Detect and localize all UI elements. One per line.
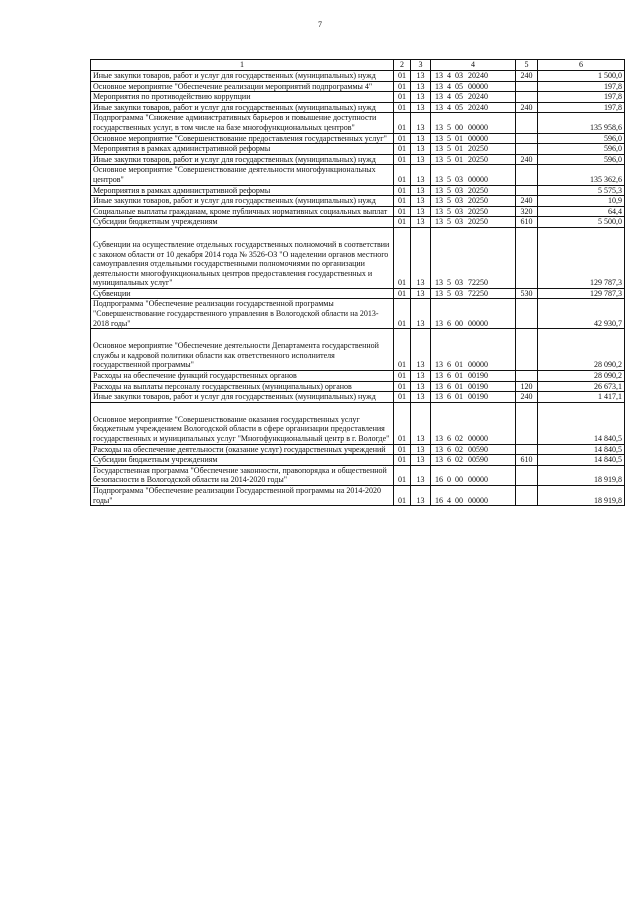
row-amount: 14 840,5 [538,444,625,455]
row-amount: 26 673,1 [538,381,625,392]
row-amount: 596,0 [538,154,625,165]
row-amount: 42 930,7 [538,299,625,329]
target-code-part: 13 [435,133,443,143]
target-code-part: 13 [435,360,443,370]
row-section: 01 [394,299,411,329]
row-amount: 10,9 [538,196,625,207]
row-target-code [431,392,516,403]
row-name: Субсидии бюджетным учреждениям [91,217,394,228]
row-amount: 135 958,6 [538,113,625,133]
table-row [91,227,625,288]
target-code-part: 05 [455,81,463,91]
table-row [91,381,625,392]
target-code-part: 5 [447,144,451,154]
target-code-part: 13 [435,102,443,112]
target-code-part: 03 [455,278,463,288]
row-amount: 14 840,5 [538,455,625,466]
row-subsection: 13 [411,206,431,217]
target-code-part: 00 [455,495,463,505]
table-row [91,299,625,329]
table-row [91,455,625,466]
row-amount: 197,8 [538,102,625,113]
table-row [91,329,625,371]
target-code-part: 03 [455,71,463,80]
row-target-code [431,133,516,144]
target-code-part: 5 [447,288,451,298]
target-code-part: 13 [435,392,443,402]
page-number: 7 [318,20,322,29]
target-code-part: 13 [435,122,443,132]
row-target-code [431,465,516,485]
row-section: 01 [394,113,411,133]
target-code-part: 03 [455,196,463,206]
row-section: 01 [394,144,411,155]
row-name: Социальные выплаты гражданам, кроме публичных нормативных социальных выплат [91,206,394,217]
table-row [91,196,625,207]
row-subsection: 13 [411,71,431,82]
row-section: 01 [394,381,411,392]
row-section: 01 [394,455,411,466]
row-target-code [431,217,516,228]
table-row [91,217,625,228]
row-section: 01 [394,485,411,505]
row-name: Расходы на выплаты персоналу государственных (муниципальных) органов [91,381,394,392]
target-code-part: 16 [435,475,443,485]
row-section: 01 [394,288,411,299]
header-cell: 1 [91,60,394,71]
row-name: Подпрограмма "Снижение административных барьеров и повышение доступности государственных услуг, в том числе на базе многофункциональных центров" [91,113,394,133]
row-target-code [431,185,516,196]
row-target-code [431,71,516,82]
row-section: 01 [394,92,411,103]
row-subsection: 13 [411,102,431,113]
table-row [91,392,625,403]
row-expense-type: 240 [516,196,538,207]
target-code-part: 20240 [468,102,488,112]
row-section: 01 [394,465,411,485]
target-code-part: 00000 [468,81,488,91]
row-subsection: 13 [411,444,431,455]
row-amount: 596,0 [538,144,625,155]
row-target-code [431,81,516,92]
row-amount: 64,4 [538,206,625,217]
target-code-part: 13 [435,206,443,216]
target-code-part: 00 [455,475,463,485]
target-code-part: 13 [435,71,443,80]
row-expense-type: 610 [516,455,538,466]
row-target-code [431,402,516,444]
target-code-part: 16 [435,495,443,505]
row-subsection: 13 [411,485,431,505]
row-target-code [431,485,516,505]
row-target-code [431,144,516,155]
target-code-part: 20240 [468,92,488,102]
target-code-part: 5 [447,278,451,288]
table-row [91,402,625,444]
table-row [91,465,625,485]
table-row [91,144,625,155]
target-code-part: 5 [447,206,451,216]
row-name: Основное мероприятие "Совершенствование деятельности многофункциональных центров" [91,165,394,185]
table-row [91,444,625,455]
target-code-part: 01 [455,381,463,391]
target-code-part: 00000 [468,360,488,370]
row-name: Иные закупки товаров, работ и услуг для государственных (муниципальных) нужд [91,196,394,207]
row-target-code [431,299,516,329]
target-code-part: 05 [455,102,463,112]
row-section: 01 [394,102,411,113]
target-code-part: 13 [435,196,443,206]
row-subsection: 13 [411,217,431,228]
target-code-part: 00000 [468,434,488,443]
target-code-part: 5 [447,174,451,184]
target-code-part: 20250 [468,196,488,206]
target-code-part: 02 [455,434,463,443]
row-name: Мероприятия по противодействию коррупции [91,92,394,103]
row-amount: 28 090,2 [538,329,625,371]
row-name: Иные закупки товаров, работ и услуг для государственных (муниципальных) нужд [91,392,394,403]
row-name: Основное мероприятие "Обеспечение реализации мероприятий подпрограммы 4" [91,81,394,92]
row-section: 01 [394,71,411,82]
target-code-part: 4 [447,102,451,112]
row-subsection: 13 [411,381,431,392]
row-target-code [431,227,516,288]
target-code-part: 5 [447,196,451,206]
row-section: 01 [394,165,411,185]
table-row [91,71,625,82]
target-code-part: 6 [447,455,451,465]
table-row [91,81,625,92]
target-code-part: 72250 [468,288,488,298]
row-name: Основное мероприятие "Обеспечение деятельности Департамента государственной службы и кадровой политики области как ответственного исполнителя государственной программы" [91,329,394,371]
row-expense-type: 120 [516,381,538,392]
target-code-part: 00000 [468,318,488,328]
row-target-code [431,113,516,133]
row-section: 01 [394,227,411,288]
row-expense-type: 240 [516,71,538,82]
target-code-part: 20240 [468,71,488,80]
budget-table [90,59,625,506]
target-code-part: 4 [447,71,451,80]
target-code-part: 00190 [468,392,488,402]
row-expense-type [516,402,538,444]
row-expense-type [516,92,538,103]
row-expense-type [516,444,538,455]
row-name: Мероприятия в рамках административной реформы [91,144,394,155]
target-code-part: 13 [435,174,443,184]
row-subsection: 13 [411,465,431,485]
row-expense-type [516,165,538,185]
row-section: 01 [394,81,411,92]
row-target-code [431,381,516,392]
row-subsection: 13 [411,196,431,207]
row-section: 01 [394,196,411,207]
table-row [91,371,625,382]
target-code-part: 20250 [468,185,488,195]
row-subsection: 13 [411,329,431,371]
row-amount: 197,8 [538,92,625,103]
row-section: 01 [394,133,411,144]
target-code-part: 6 [447,434,451,443]
row-subsection: 13 [411,185,431,196]
row-subsection: 13 [411,371,431,382]
target-code-part: 03 [455,174,463,184]
target-code-part: 13 [435,217,443,227]
table-row [91,113,625,133]
target-code-part: 5 [447,133,451,143]
row-subsection: 13 [411,92,431,103]
row-subsection: 13 [411,392,431,403]
target-code-part: 6 [447,318,451,328]
row-target-code [431,102,516,113]
target-code-part: 13 [435,81,443,91]
target-code-part: 00000 [468,133,488,143]
row-expense-type [516,227,538,288]
row-subsection: 13 [411,165,431,185]
target-code-part: 13 [435,278,443,288]
row-name: Государственная программа "Обеспечение законности, правопорядка и общественной безопасности в Вологодской области на 2014-2020 годы" [91,465,394,485]
row-target-code [431,444,516,455]
row-name: Подпрограмма "Обеспечение реализации Государственной программы на 2014-2020 годы" [91,485,394,505]
target-code-part: 5 [447,154,451,164]
row-amount: 18 919,8 [538,465,625,485]
row-name: Основное мероприятие "Совершенствование оказания государственных услуг бюджетным учреждением Вологодской области в сфере организации предоставления государственных и муниципальных услуг "Многофункциональный центр в г. Вологде" [91,402,394,444]
header-cell: 6 [538,60,625,71]
target-code-part: 13 [435,154,443,164]
row-section: 01 [394,371,411,382]
target-code-part: 6 [447,371,451,381]
row-amount: 1 500,0 [538,71,625,82]
target-code-part: 02 [455,444,463,454]
target-code-part: 5 [447,217,451,227]
row-expense-type [516,133,538,144]
row-name: Иные закупки товаров, работ и услуг для государственных (муниципальных) нужд [91,102,394,113]
target-code-part: 00 [455,122,463,132]
target-code-part: 13 [435,434,443,443]
target-code-part: 03 [455,185,463,195]
table-row [91,185,625,196]
target-code-part: 0 [447,475,451,485]
target-code-part: 00000 [468,174,488,184]
row-amount: 135 362,6 [538,165,625,185]
row-section: 01 [394,444,411,455]
table-row [91,133,625,144]
target-code-part: 4 [447,81,451,91]
target-code-part: 13 [435,455,443,465]
target-code-part: 20250 [468,206,488,216]
row-expense-type [516,113,538,133]
row-amount: 18 919,8 [538,485,625,505]
row-subsection: 13 [411,144,431,155]
row-expense-type [516,485,538,505]
row-section: 01 [394,206,411,217]
table-row [91,485,625,505]
row-amount: 129 787,3 [538,227,625,288]
row-amount: 197,8 [538,81,625,92]
target-code-part: 6 [447,360,451,370]
target-code-part: 00190 [468,381,488,391]
row-subsection: 13 [411,81,431,92]
row-name: Расходы на обеспечение деятельности (оказание услуг) государственных учреждений [91,444,394,455]
target-code-part: 13 [435,288,443,298]
target-code-part: 01 [455,360,463,370]
row-target-code [431,154,516,165]
row-section: 01 [394,329,411,371]
row-name: Подпрограмма "Обеспечение реализации государственной программы "Совершенствование государственного управления в Вологодской области на 2013-2018 годы" [91,299,394,329]
table-row [91,92,625,103]
row-name: Субвенции [91,288,394,299]
row-section: 01 [394,185,411,196]
target-code-part: 01 [455,144,463,154]
target-code-part: 03 [455,288,463,298]
target-code-part: 20250 [468,154,488,164]
target-code-part: 01 [455,154,463,164]
row-target-code [431,92,516,103]
target-code-part: 13 [435,185,443,195]
row-target-code [431,329,516,371]
target-code-part: 6 [447,444,451,454]
target-code-part: 13 [435,444,443,454]
table-row [91,154,625,165]
target-code-part: 6 [447,381,451,391]
row-subsection: 13 [411,113,431,133]
target-code-part: 13 [435,371,443,381]
target-code-part: 5 [447,122,451,132]
target-code-part: 01 [455,133,463,143]
target-code-part: 20250 [468,144,488,154]
row-expense-type: 240 [516,102,538,113]
row-amount: 5 575,3 [538,185,625,196]
row-name: Основное мероприятие "Совершенствование предоставления государственных услуг" [91,133,394,144]
target-code-part: 00000 [468,122,488,132]
header-cell: 3 [411,60,431,71]
table-row [91,165,625,185]
row-expense-type [516,185,538,196]
row-section: 01 [394,217,411,228]
row-subsection: 13 [411,227,431,288]
row-expense-type: 240 [516,154,538,165]
target-code-part: 00 [455,318,463,328]
row-amount: 14 840,5 [538,402,625,444]
row-target-code [431,371,516,382]
row-amount: 1 417,1 [538,392,625,403]
table-row [91,206,625,217]
header-cell: 5 [516,60,538,71]
target-code-part: 01 [455,371,463,381]
row-expense-type: 530 [516,288,538,299]
target-code-part: 13 [435,381,443,391]
row-subsection: 13 [411,299,431,329]
row-target-code [431,455,516,466]
row-expense-type: 610 [516,217,538,228]
row-amount: 596,0 [538,133,625,144]
row-amount: 129 787,3 [538,288,625,299]
header-cell: 2 [394,60,411,71]
target-code-part: 13 [435,318,443,328]
row-section: 01 [394,154,411,165]
table-row [91,102,625,113]
row-name: Субсидии бюджетным учреждениям [91,455,394,466]
target-code-part: 13 [435,92,443,102]
row-subsection: 13 [411,288,431,299]
row-amount: 5 500,0 [538,217,625,228]
row-expense-type [516,371,538,382]
target-code-part: 03 [455,206,463,216]
row-target-code [431,206,516,217]
target-code-part: 00000 [468,475,488,485]
table-row [91,288,625,299]
target-code-part: 6 [447,392,451,402]
row-target-code [431,288,516,299]
target-code-part: 00590 [468,455,488,465]
row-expense-type [516,465,538,485]
row-name: Иные закупки товаров, работ и услуг для государственных (муниципальных) нужд [91,154,394,165]
row-amount: 28 090,2 [538,371,625,382]
row-expense-type: 240 [516,392,538,403]
target-code-part: 72250 [468,278,488,288]
target-code-part: 00000 [468,495,488,505]
row-name: Расходы на обеспечение функций государственных органов [91,371,394,382]
target-code-part: 4 [447,495,451,505]
row-expense-type: 320 [516,206,538,217]
row-subsection: 13 [411,154,431,165]
target-code-part: 00590 [468,444,488,454]
row-subsection: 13 [411,455,431,466]
table-header-row [91,60,625,71]
header-cell: 4 [431,60,516,71]
row-subsection: 13 [411,133,431,144]
row-target-code [431,165,516,185]
target-code-part: 13 [435,144,443,154]
target-code-part: 5 [447,185,451,195]
row-expense-type [516,144,538,155]
row-name: Мероприятия в рамках административной реформы [91,185,394,196]
row-expense-type [516,299,538,329]
row-section: 01 [394,392,411,403]
target-code-part: 03 [455,217,463,227]
row-expense-type [516,81,538,92]
target-code-part: 05 [455,92,463,102]
target-code-part: 00190 [468,371,488,381]
row-name: Иные закупки товаров, работ и услуг для государственных (муниципальных) нужд [91,71,394,82]
row-section: 01 [394,402,411,444]
target-code-part: 20250 [468,217,488,227]
target-code-part: 01 [455,392,463,402]
target-code-part: 4 [447,92,451,102]
row-name: Субвенции на осуществление отдельных государственных полномочий в соответствии с законом области от 10 декабря 2014 года № 3526-ОЗ "О наделении органов местного самоуправления отдельными государственными полномочиями по организации деятельности многофункциональных центров предоставления государственных и муниципальных услуг" [91,227,394,288]
row-target-code [431,196,516,207]
row-subsection: 13 [411,402,431,444]
row-expense-type [516,329,538,371]
target-code-part: 02 [455,455,463,465]
